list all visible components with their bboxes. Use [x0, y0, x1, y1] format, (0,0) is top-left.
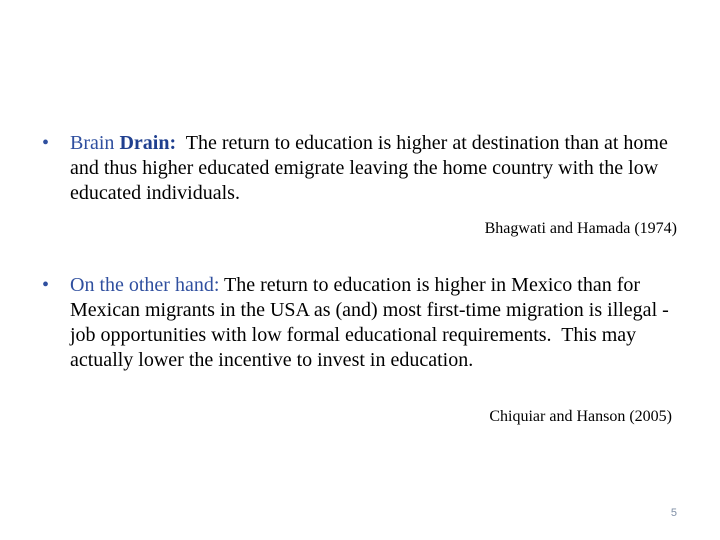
bullet-lead-bold: Drain:	[119, 132, 177, 154]
bullet-lead: On the other hand:	[70, 274, 220, 296]
citation-chiquiar-hanson: Chiquiar and Hanson (2005)	[489, 408, 672, 425]
bullet-body: The return to education is higher at destination than at home and thus higher educated emigrate leaving the home country with the low educated individuals.	[70, 132, 673, 204]
citation-bhagwati-hamada: Bhagwati and Hamada (1974)	[484, 220, 677, 237]
bullet-marker: •	[42, 274, 50, 296]
bullet-marker: •	[42, 132, 50, 154]
bullet-lead: Brain	[70, 132, 120, 154]
bullet-body: The return to education is higher in Mexico than for Mexican migrants in the USA as (and) most first-time migration is illegal - job opportunities with low formal educational requirements. This may actually lower the incentive to invest in education.	[70, 274, 674, 371]
bullet-text	[70, 273, 682, 373]
bullet-text	[70, 131, 682, 206]
page-number: 5	[670, 507, 677, 519]
